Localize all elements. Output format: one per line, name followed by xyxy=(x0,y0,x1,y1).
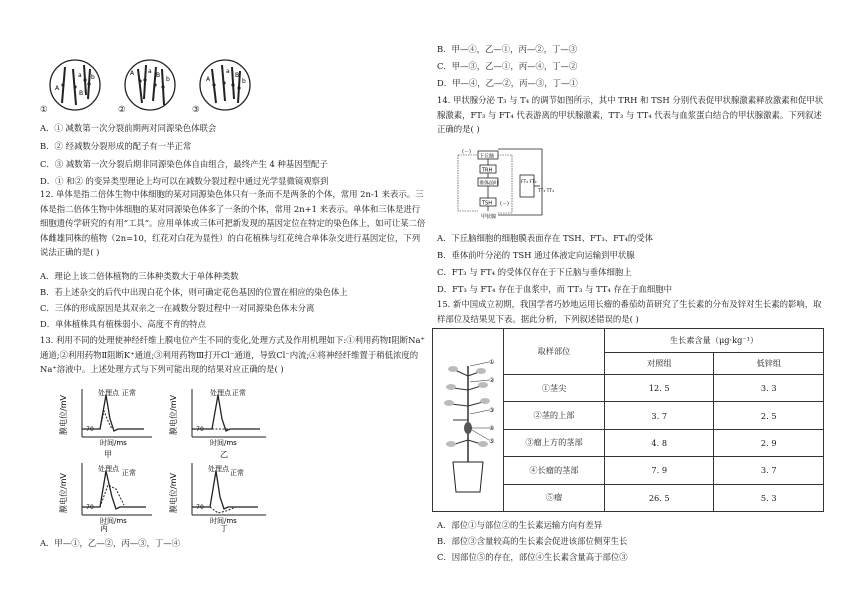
q13-option-d: D．甲—④，乙—②，丙—③，丁—① xyxy=(437,78,578,88)
chrom-label: a xyxy=(148,68,152,75)
y-axis-label: 膜电位/mV xyxy=(169,473,178,513)
table-cell-low: 2. 5 xyxy=(714,402,824,429)
q11-option-a: A．① 减数第一次分裂前期两对同源染色体联会 xyxy=(40,123,217,133)
tomato-plant-figure xyxy=(435,344,501,494)
chrom-label: b xyxy=(242,78,246,85)
table-cell-control: 26. 5 xyxy=(605,484,714,512)
plant-marker: ② xyxy=(489,377,495,384)
table-cell-control: 3. 7 xyxy=(605,402,714,429)
q15-option-c: C．因部位⑤的存在，部位④生长素含量高于部位③ xyxy=(437,552,628,562)
cell-figure-2 xyxy=(125,60,175,110)
x-axis-label: 时间/ms xyxy=(100,517,127,525)
q14-option-d: D．FT₃ 与 FT₄ 存在于血浆中，而 TT₃ 与 TT₄ 存在于血细胞中 xyxy=(437,284,672,294)
q13-option-b: B．甲—④，乙—①，丙—②，丁—③ xyxy=(437,44,578,54)
cell-figure-label: ③ xyxy=(192,104,200,114)
table-cell-control: 4. 8 xyxy=(605,429,714,456)
membrane-potential-graphs xyxy=(60,385,280,531)
plant-figure-cell xyxy=(433,329,504,512)
q14-stem: 14. 甲状腺分泌 T₃ 与 T₄ 的调节如图所示，其中 TRH 和 TSH 分别代表促甲状腺激素释放激素和促甲状腺激素，FT₃ 与 FT₄ 代表游离的甲状腺激素，TT₃ 与 TT₄ 代表与血浆蛋白结合的甲状腺激素。下列叙述正确的是( ) xyxy=(437,95,824,134)
negative-feedback-label: (－) xyxy=(500,201,509,207)
normal-label: 正常 xyxy=(230,469,244,477)
baseline-label: -70 xyxy=(84,426,94,433)
q13-option-c: C．甲—③，乙—①，丙—④，丁—② xyxy=(437,61,578,71)
table-cell-part: ④长瘤的茎部 xyxy=(504,457,605,484)
normal-label: 正常 xyxy=(122,469,136,477)
hypothalamus-label: 下丘脑 xyxy=(479,153,495,160)
q12-option-c: C．三体的形成原因是其双亲之一在减数分裂过程中一对同源染色体未分离 xyxy=(40,303,315,313)
normal-label: 正常 xyxy=(232,389,246,397)
q14-option-b: B．垂体前叶分泌的 TSH 通过体液定向运输到甲状腺 xyxy=(437,250,635,260)
table-cell-low: 5. 3 xyxy=(714,484,824,512)
q14-option-a: A．下丘脑细胞的细胞膜表面存在 TSH、FT₃、FT₄的受体 xyxy=(437,233,653,243)
graph-name: 乙 xyxy=(220,450,228,459)
y-axis-label: 膜电位/mV xyxy=(169,395,178,435)
chrom-label: b xyxy=(166,76,170,83)
table-cell-part: ③瘤上方的茎部 xyxy=(504,429,605,456)
negative-feedback-label: (－) xyxy=(462,149,471,155)
q11-option-b: B．② 经减数分裂形成的配子有一半正常 xyxy=(40,141,192,151)
q14-option-c: C．FT₃ 与 FT₄ 的受体仅存在于下丘脑与垂体细胞上 xyxy=(437,267,632,277)
plant-marker: ③ xyxy=(489,407,495,414)
header-part: 取样部位 xyxy=(504,329,605,375)
header-content: 生长素含量（μg·kg⁻¹） xyxy=(605,329,824,353)
table-cell-part: ②茎的上部 xyxy=(504,402,605,429)
chrom-label: b xyxy=(91,74,95,81)
chrom-label: B xyxy=(156,72,161,79)
q12-option-b: B．若上述杂交的后代中出现白花个体，则可确定花色基因的位置在相应的染色体上 xyxy=(40,287,348,297)
graph-yi xyxy=(168,388,266,459)
q15-option-b: B．部位③含量较高的生长素会促进该部位侧芽生长 xyxy=(437,536,628,546)
cell-figure-label: ② xyxy=(118,104,126,114)
chrom-label: A xyxy=(130,70,135,77)
cell-figure-label: ① xyxy=(40,104,48,114)
q15-stem: 15. 新中国成立初期，我国学者巧妙地运用长瘤的番茄幼苗研究了生长素的分布及锌对生长素的影响，取样部位及结果见下表。据此分析，下列叙述错误的是( ) xyxy=(437,299,822,324)
graph-bing xyxy=(58,463,152,533)
treatment-point-label: 处理点 xyxy=(208,465,229,473)
graph-ding xyxy=(168,463,266,533)
plant-marker: ① xyxy=(489,359,495,366)
treatment-point-label: 处理点 xyxy=(210,389,231,397)
chrom-label: A xyxy=(206,76,211,83)
graph-jia xyxy=(58,388,152,459)
trh-label: TRH xyxy=(482,167,493,174)
q15-option-a: A．部位①与部位②的生长素运输方向有差异 xyxy=(437,520,603,530)
plant-marker: ⑤ xyxy=(489,438,495,445)
table-cell-part: ①茎尖 xyxy=(504,375,605,402)
q11-option-d: D．① 和② 的变异类型理论上均可以在减数分裂过程中通过光学显微镜观察到 xyxy=(40,176,329,186)
table-cell-low: 3. 7 xyxy=(714,457,824,484)
table-cell-control: 7. 9 xyxy=(605,457,714,484)
cell-figure-1 xyxy=(50,60,100,110)
q13-stem: 13. 利用不同的处理使神经纤维上膜电位产生不同的变化,处理方式及作用机理如下:①利用药物Ⅰ阻断Na⁺通道;②利用药物Ⅱ阻断K⁺通道;③利用药物Ⅲ打开Cl⁻通道，导致Cl⁻内流;④将神经纤维置于稍低浓度的Na⁺溶液中。上述处理方式与下列可能出现的结果对应正确的是( ) xyxy=(40,335,425,374)
tt-label: TT₃ TT₄ xyxy=(538,189,554,194)
chrom-label: B xyxy=(235,72,240,79)
table-cell-control: 12. 5 xyxy=(605,375,714,402)
treatment-point-label: 处理点 xyxy=(98,389,119,397)
header-lowzinc: 低锌组 xyxy=(714,353,824,375)
plant-marker: ④ xyxy=(489,425,495,432)
x-axis-label: 时间/ms xyxy=(100,439,127,447)
chrom-label: a xyxy=(226,68,230,75)
ft-label: FT₃ FT₄ xyxy=(521,180,537,185)
q13-option-a: A．甲—①，乙—②，丙—③，丁—④ xyxy=(40,538,181,548)
graph-name: 丁 xyxy=(220,524,228,533)
header-control: 对照组 xyxy=(605,353,714,375)
chrom-label: a xyxy=(78,72,82,79)
baseline-label: -70 xyxy=(194,504,204,511)
table-cell-part: ⑤瘤 xyxy=(504,484,605,512)
table-cell-low: 3. 3 xyxy=(714,375,824,402)
q12-option-d: D．单体植株具有植株弱小、高度不育的特点 xyxy=(40,319,206,329)
tsh-label: TSH xyxy=(482,200,492,207)
graph-name: 甲 xyxy=(104,450,112,459)
normal-label: 正常 xyxy=(122,389,136,397)
cell-figures xyxy=(40,55,265,119)
q12-option-a: A．理论上该二倍体植物的三体种类数大于单体种类数 xyxy=(40,271,239,281)
y-axis-label: 膜电位/mV xyxy=(59,395,68,435)
chrom-label: A xyxy=(55,85,60,92)
cell-figure-3 xyxy=(200,60,250,110)
baseline-label: -70 xyxy=(194,426,204,433)
baseline-label: -70 xyxy=(84,504,94,511)
q12-stem: 12. 单体是指二倍体生物中体细胞的某对同源染色体只有一条而不是两条的个体，常用 2n-1 来表示。三体是指二倍体生物中体细胞的某对同源染色体多了一条的个体，常用 2n+1 来表示。单体和三体是进行细胞遗传学研究的有用“工具”。应用单体或三体可把新发现的基因定位在特定的染色体上，如可让某二倍体雌雄同株的植物（2n=10，红花对白花为显性）的白花植株与红花纯合单体杂交进行基因定位，下列说法正确的是( ) xyxy=(40,189,426,257)
pituitary-label: 垂体前叶 xyxy=(479,180,500,187)
thyroid-label: 甲状腺 xyxy=(481,214,497,220)
thyroid-regulation-diagram xyxy=(452,145,552,225)
treatment-point-label: 处理点 xyxy=(98,465,119,473)
graph-name: 丙 xyxy=(100,524,108,533)
auxin-table xyxy=(432,328,824,512)
table-cell-low: 2. 9 xyxy=(714,429,824,456)
y-axis-label: 膜电位/mV xyxy=(59,473,68,513)
x-axis-label: 时间/ms xyxy=(210,439,237,447)
x-axis-label: 时间/ms xyxy=(210,517,237,525)
chrom-label: B xyxy=(79,90,84,97)
q11-option-c: C．③ 减数第一次分裂后期非同源染色体自由组合，最终产生 4 种基因型配子 xyxy=(40,159,328,169)
